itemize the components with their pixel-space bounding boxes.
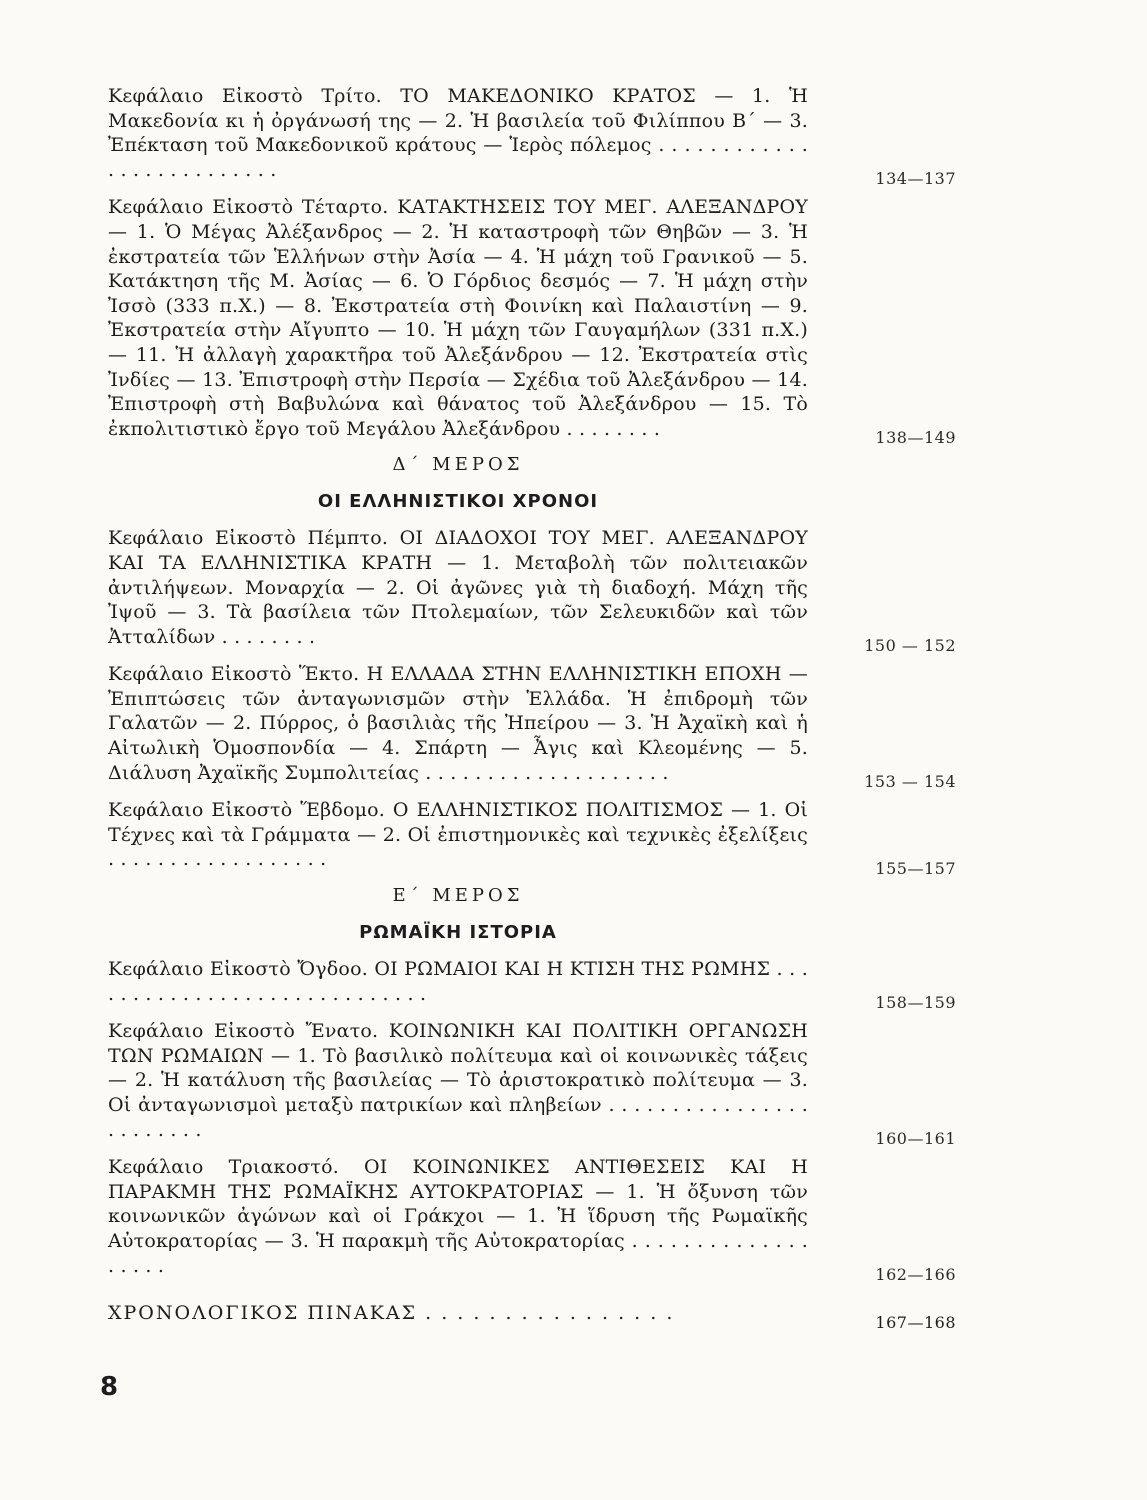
- toc-entry-pages: 167—168: [875, 1313, 956, 1333]
- toc-entry-text: Κεφάλαιο Εἰκοστὸ Τέταρτο. ΚΑΤΑΚΤΗΣΕΙΣ ΤΟΥ ΜΕΓ. ΑΛΕΞΑΝΔΡΟΥ — 1. Ὁ Μέγας Ἀλέξανδρος — 2. Ἡ καταστροφὴ τῶν Θηβῶν — 3. Ἡ ἐκστρατεία τῶν Ἑλλήνων στὴν Ἀσία — 4. Ἡ μάχη τοῦ Γρανικοῦ — 5. Κατάκτηση τῆς Μ. Ἀσίας — 6. Ὁ Γόρδιος δεσμός — 7. Ἡ μάχη στὴν Ἰσσὸ (333 π.Χ.) — 8. Ἐκστρατεία στὴ Φοινίκη καὶ Παλαιστίνη — 9. Ἐκστρατεία στὴν Αἴγυπτο — 10. Ἡ μάχη τῶν Γαυγαμήλων (331 π.Χ.) — 11. Ἡ ἀλλαγὴ χαρακτῆρα τοῦ Ἀλεξάνδρου — 12. Ἐκστρατεία στὶς Ἰνδίες — 13. Ἐπιστροφὴ στὴν Περσία — Σχέδια τοῦ Ἀλεξάνδρου — 14. Ἐπιστροφὴ στὴ Βαβυλώνα καὶ θάνατος τοῦ Ἀλεξάνδρου — 15. Τὸ ἐκπολιτιστικὸ ἔργο τοῦ Μεγάλου Ἀλεξάνδρου . . . . . . . .: [108, 196, 808, 440]
- toc-entry: [108, 662, 956, 792]
- toc-entry: [108, 84, 956, 189]
- toc-entry-text: Κεφάλαιο Εἰκοστὸ Ὄγδοο. ΟΙ ΡΩΜΑΙΟΙ ΚΑΙ Η ΚΤΙΣΗ ΤΗΣ ΡΩΜΗΣ . . . . . . . . . . . . . . . . . . . . . . . . . . . . .: [108, 958, 808, 1005]
- section-title-hellenistic: ΟΙ ΕΛΛΗΝΙΣΤΙΚΟΙ ΧΡΟΝΟΙ: [317, 491, 599, 513]
- toc-entry-text: ΧΡΟΝΟΛΟΓΙΚΟΣ ΠΙΝΑΚΑΣ . . . . . . . . . . . . . . . .: [108, 1302, 675, 1325]
- toc-entry-text: Κεφάλαιο Εἰκοστὸ Τρίτο. ΤΟ ΜΑΚΕΔΟΝΙΚΟ ΚΡΑΤΟΣ — 1. Ἡ Μακεδονία κι ἡ ὀργάνωσή της — 2. Ἡ βασιλεία τοῦ Φιλίππου Β΄ — 3. Ἐπέκταση τοῦ Μακεδονικοῦ κράτους — Ἱερὸς πόλεμος . . . . . . . . . . . . . . . . . . . . . . . . . .: [108, 85, 808, 181]
- toc-entry: [108, 798, 956, 879]
- part-heading-d: Δ΄ ΜΕΡΟΣ: [392, 454, 524, 476]
- toc-entry-pages: 158—159: [875, 993, 956, 1013]
- toc-entry: [108, 1019, 956, 1149]
- toc-entry-text: Κεφάλαιο Εἰκοστὸ Ἔνατο. ΚΟΙΝΩΝΙΚΗ ΚΑΙ ΠΟΛΙΤΙΚΗ ΟΡΓΑΝΩΣΗ ΤΩΝ ΡΩΜΑΙΩΝ — 1. Τὸ βασιλικὸ πολίτευμα καὶ οἱ κοινωνικὲς τάξεις — 2. Ἡ κατάλυση τῆς βασιλείας — Τὸ ἀριστοκρατικὸ πολίτευμα — 3. Οἱ ἀνταγωνισμοὶ μεταξὺ πατρικίων καὶ πληβείων . . . . . . . . . . . . . . . . . . . . . . . .: [108, 1020, 808, 1141]
- toc-entry-pages: 160—161: [875, 1129, 956, 1149]
- toc-entry-text: Κεφάλαιο Εἰκοστὸ Ἕκτο. Η ΕΛΛΑΔΑ ΣΤΗΝ ΕΛΛΗΝΙΣΤΙΚΗ ΕΠΟΧΗ — Ἐπιπτώσεις τῶν ἀνταγωνισμῶν στὴν Ἑλλάδα. Ἡ ἐπιδρομὴ τῶν Γαλατῶν — 2. Πύρρος, ὁ βασιλιὰς τῆς Ἠπείρου — 3. Ἡ Ἀχαϊκὴ καὶ ἡ Αἰτωλικὴ Ὁμοσπονδία — 4. Σπάρτη — Ἆγις καὶ Κλεομένης — 5. Διάλυση Ἀχαϊκῆς Συμπολιτείας . . . . . . . . . . . . . . . . . . . .: [108, 663, 808, 784]
- part-heading-e: Ε΄ ΜΕΡΟΣ: [392, 885, 524, 907]
- toc-entry-text: Κεφάλαιο Τριακοστό. ΟΙ ΚΟΙΝΩΝΙΚΕΣ ΑΝΤΙΘΕΣΕΙΣ ΚΑΙ Η ΠΑΡΑΚΜΗ ΤΗΣ ΡΩΜΑΪΚΗΣ ΑΥΤΟΚΡΑΤΟΡΙΑΣ — 1. Ἡ ὄξυνση τῶν κοινωνικῶν ἀγώνων καὶ οἱ Γράκχοι — 1. Ἡ ἵδρυση τῆς Ρωμαϊκῆς Αὐτοκρατορίας — 3. Ἡ παρακμὴ τῆς Αὐτοκρατορίας . . . . . . . . . . . . . . . . . . .: [108, 1156, 808, 1277]
- toc-entry-pages: 150 — 152: [864, 636, 956, 656]
- toc-entry-text: Κεφάλαιο Εἰκοστὸ Πέμπτο. ΟΙ ΔΙΑΔΟΧΟΙ ΤΟΥ ΜΕΓ. ΑΛΕΞΑΝΔΡΟΥ ΚΑΙ ΤΑ ΕΛΛΗΝΙΣΤΙΚΑ ΚΡΑΤΗ — 1. Μεταβολὴ τῶν πολιτειακῶν ἀντιλήψεων. Μοναρχία — 2. Οἱ ἀγῶνες γιὰ τὴ διαδοχή. Μάχη τῆς Ἰψοῦ — 3. Τὰ βασίλεια τῶν Πτολεμαίων, τῶν Σελευκιδῶν καὶ τῶν Ἀτταλίδων . . . . . . . .: [108, 527, 808, 648]
- toc-entry: [108, 526, 956, 656]
- page-number: 8: [100, 1372, 119, 1402]
- toc-entry-pages: 155—157: [875, 859, 956, 879]
- toc-entry-pages: 134—137: [875, 169, 956, 189]
- toc-entry: [108, 957, 956, 1013]
- toc-entry-chronology: [108, 1302, 956, 1333]
- toc-entry-pages: 138—149: [875, 428, 956, 448]
- toc-entry: [108, 195, 956, 448]
- toc-entry-text: Κεφάλαιο Εἰκοστὸ Ἕβδομο. Ο ΕΛΛΗΝΙΣΤΙΚΟΣ ΠΟΛΙΤΙΣΜΟΣ — 1. Οἱ Τέχνες καὶ τὰ Γράμματα — 2. Οἱ ἐπιστημονικὲς καὶ τεχνικὲς ἐξελίξεις . . . . . . . . . . . . . . . . . .: [108, 799, 808, 871]
- toc-entry: [108, 1155, 956, 1285]
- toc-entry-pages: 153 — 154: [864, 772, 956, 792]
- toc-entry-pages: 162—166: [875, 1265, 956, 1285]
- table-of-contents: [108, 84, 956, 1333]
- section-title-roman: ΡΩΜΑΪΚΗ ΙΣΤΟΡΙΑ: [359, 922, 557, 944]
